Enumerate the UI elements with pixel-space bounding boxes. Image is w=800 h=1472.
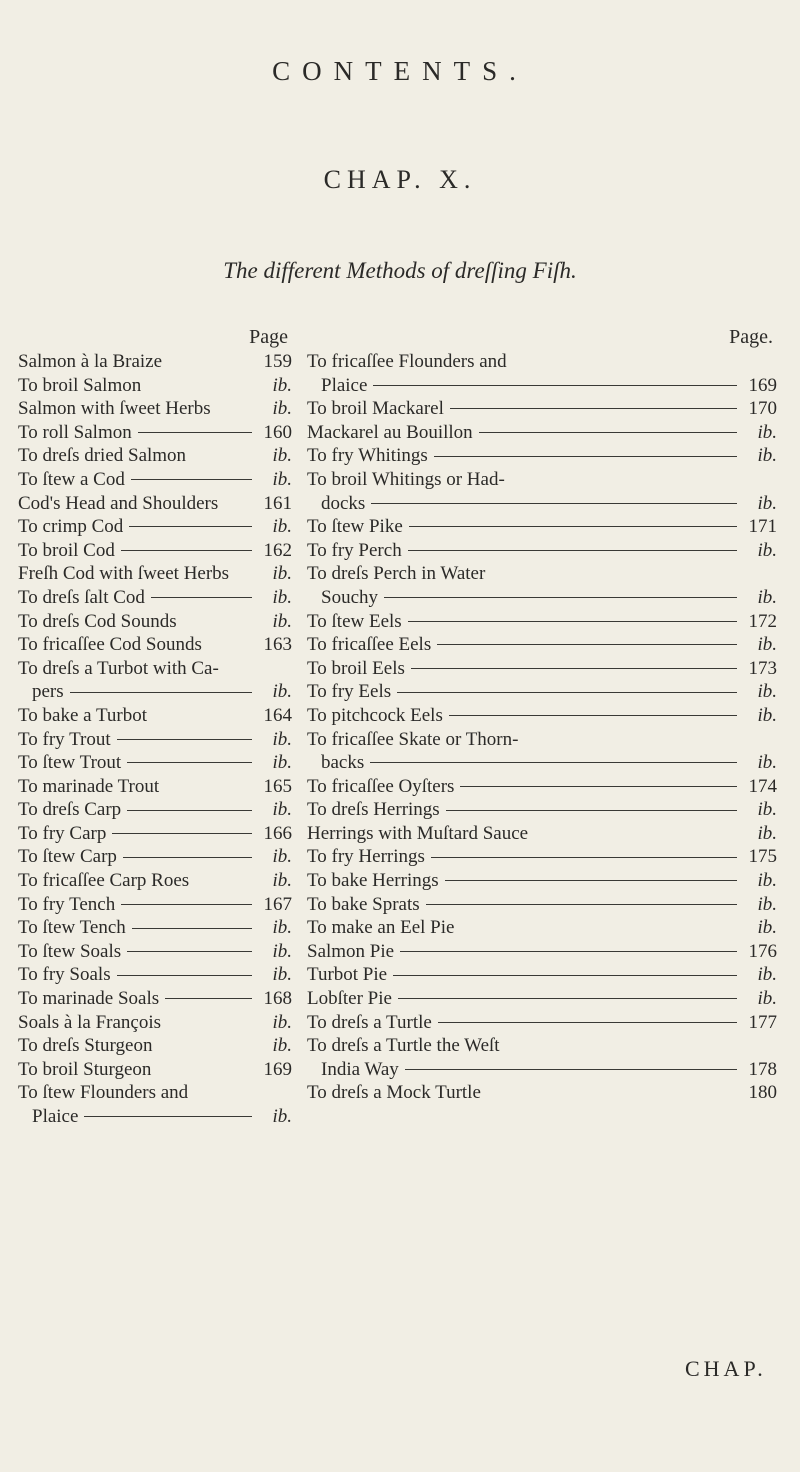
entry-title: To ſtew Pike bbox=[307, 516, 403, 538]
contents-entry bbox=[18, 492, 292, 516]
contents-entry bbox=[307, 444, 777, 468]
contents-entry bbox=[307, 987, 777, 1011]
page-number: 169 bbox=[263, 1058, 292, 1080]
contents-entry bbox=[307, 350, 777, 397]
page-number: 169 bbox=[748, 374, 777, 396]
entry-title: To fricaſſee Flounders and bbox=[307, 351, 507, 372]
contents-entry bbox=[18, 1081, 292, 1128]
entry-list-left bbox=[18, 350, 292, 1129]
page-number: 178 bbox=[748, 1058, 777, 1080]
contents-entry bbox=[307, 728, 777, 775]
entry-title: To bake Herrings bbox=[307, 870, 439, 892]
entry-title: Cod's Head and Shoulders bbox=[18, 492, 219, 514]
leader-dash bbox=[437, 644, 737, 645]
page-number: ib. bbox=[272, 468, 292, 490]
page-number: ib. bbox=[757, 893, 777, 915]
leader-dash bbox=[138, 432, 252, 433]
page-number: 180 bbox=[748, 1082, 777, 1104]
entry-title: Salmon Pie bbox=[307, 940, 395, 962]
entry-title: To pitchcock Eels bbox=[307, 704, 443, 726]
leader-dash bbox=[434, 456, 737, 457]
page-number: ib. bbox=[272, 917, 292, 939]
entry-title: Turbot Pie bbox=[307, 964, 388, 986]
page-number: ib. bbox=[757, 988, 777, 1010]
page-number: 163 bbox=[263, 634, 292, 656]
contents-entry bbox=[307, 916, 777, 940]
contents-entry bbox=[18, 1034, 292, 1058]
entry-title: Plaice bbox=[32, 1106, 79, 1127]
contents-entry bbox=[307, 468, 777, 515]
leader-dash bbox=[397, 692, 737, 693]
page-number: ib. bbox=[757, 917, 777, 939]
page-number: 175 bbox=[748, 846, 777, 868]
page-number: ib. bbox=[272, 374, 292, 396]
contents-entry bbox=[18, 963, 292, 987]
entry-title: To dreſs dried Salmon bbox=[18, 445, 187, 467]
leader-dash bbox=[70, 692, 252, 693]
contents-entry bbox=[307, 539, 777, 563]
leader-dash bbox=[450, 408, 737, 409]
entry-title: Souchy bbox=[321, 586, 378, 608]
page-number: ib. bbox=[757, 964, 777, 986]
contents-entry bbox=[18, 1058, 292, 1082]
leader-dash bbox=[131, 479, 252, 480]
page-number: ib. bbox=[272, 563, 292, 585]
entry-title: To broil Cod bbox=[18, 539, 115, 561]
entry-title: To fry Whitings bbox=[307, 445, 428, 467]
contents-entry bbox=[18, 421, 292, 445]
leader-dash bbox=[449, 715, 737, 716]
leader-dash bbox=[384, 597, 737, 598]
page-number: 160 bbox=[263, 421, 292, 443]
contents-entry bbox=[18, 893, 292, 917]
page-number: 172 bbox=[748, 610, 777, 632]
leader-dash bbox=[460, 786, 737, 787]
contents-entry bbox=[18, 397, 292, 421]
page-number: ib. bbox=[757, 822, 777, 844]
page-number: 159 bbox=[263, 351, 292, 372]
leader-dash bbox=[479, 432, 737, 433]
contents-entry bbox=[18, 869, 292, 893]
contents-entry bbox=[307, 657, 777, 681]
page-number: ib. bbox=[272, 1011, 292, 1033]
leader-dash bbox=[127, 762, 252, 763]
leader-dash bbox=[129, 526, 252, 527]
entry-title: Herrings with Muſtard Sauce bbox=[307, 822, 529, 844]
contents-entry bbox=[18, 468, 292, 492]
page-column-label: Page bbox=[249, 326, 288, 348]
page-number: ib. bbox=[757, 586, 777, 608]
contents-entry bbox=[307, 1011, 777, 1035]
entry-title: To ſtew Eels bbox=[307, 610, 402, 632]
contents-entry bbox=[307, 845, 777, 869]
page-number: ib. bbox=[272, 752, 292, 774]
leader-dash bbox=[393, 975, 737, 976]
leader-dash bbox=[132, 928, 252, 929]
contents-entry bbox=[307, 775, 777, 799]
leader-dash bbox=[398, 998, 737, 999]
entry-title: To dreſs a Turtle bbox=[307, 1011, 432, 1033]
contents-entry bbox=[18, 515, 292, 539]
leader-dash bbox=[408, 621, 737, 622]
page-number: ib. bbox=[757, 539, 777, 561]
contents-entry bbox=[307, 680, 777, 704]
leader-dash bbox=[409, 526, 737, 527]
contents-entry bbox=[18, 704, 292, 728]
page-number: ib. bbox=[272, 445, 292, 467]
page-number: ib. bbox=[272, 940, 292, 962]
page-column-label: Page. bbox=[729, 326, 773, 348]
leader-dash bbox=[400, 951, 737, 952]
contents-entry bbox=[18, 539, 292, 563]
entry-title: To dreſs a Turtle the Weſt bbox=[307, 1035, 500, 1057]
entry-title: To broil Mackarel bbox=[307, 398, 444, 420]
contents-entry bbox=[307, 893, 777, 917]
page-number: ib. bbox=[757, 870, 777, 892]
entry-title: To ſtew Soals bbox=[18, 940, 122, 962]
contents-entry bbox=[18, 798, 292, 822]
page-number: 168 bbox=[263, 988, 292, 1010]
chapter-subtitle: The different Methods of dreſſing Fiſh. bbox=[223, 258, 577, 283]
leader-dash bbox=[121, 550, 252, 551]
entry-title: To crimp Cod bbox=[18, 516, 124, 538]
contents-entry bbox=[307, 397, 777, 421]
entry-title: To ſtew Carp bbox=[18, 846, 117, 868]
entry-title: To dreſs Carp bbox=[18, 799, 122, 821]
entry-title: India Way bbox=[321, 1058, 399, 1080]
page-number: 166 bbox=[263, 822, 292, 844]
contents-entry bbox=[307, 515, 777, 539]
entry-title: Plaice bbox=[321, 374, 368, 396]
page-number: ib. bbox=[757, 634, 777, 656]
leader-dash bbox=[405, 1069, 737, 1070]
entry-title: To dreſs a Turbot with Ca- bbox=[18, 657, 219, 679]
contents-entry bbox=[18, 444, 292, 468]
entry-title: To dreſs Herrings bbox=[307, 799, 440, 821]
leader-dash bbox=[370, 762, 737, 763]
entry-title: To broil Sturgeon bbox=[18, 1058, 152, 1080]
contents-entry bbox=[307, 610, 777, 634]
contents-entry bbox=[18, 916, 292, 940]
page-number: 174 bbox=[748, 775, 777, 797]
entry-title: docks bbox=[321, 492, 366, 514]
leader-dash bbox=[438, 1022, 737, 1023]
page-number: 171 bbox=[748, 516, 777, 538]
contents-entry bbox=[18, 822, 292, 846]
contents-entry bbox=[18, 562, 292, 586]
entry-title: To dreſs a Mock Turtle bbox=[307, 1082, 481, 1104]
leader-dash bbox=[371, 503, 737, 504]
contents-entry bbox=[18, 987, 292, 1011]
page-number: ib. bbox=[272, 1106, 292, 1127]
contents-entry bbox=[307, 562, 777, 609]
contents-entry bbox=[18, 586, 292, 610]
entry-title: To fricaſſee Cod Sounds bbox=[18, 634, 202, 656]
entry-title: To make an Eel Pie bbox=[307, 917, 455, 939]
contents-entry bbox=[18, 633, 292, 657]
contents-entry bbox=[307, 963, 777, 987]
leader-dash bbox=[127, 951, 252, 952]
entry-title: Lobſter Pie bbox=[307, 988, 392, 1010]
page-number: 176 bbox=[748, 940, 777, 962]
entry-title: To fricaſſee Carp Roes bbox=[18, 870, 190, 892]
entry-title: To bake Sprats bbox=[307, 893, 420, 915]
entry-title: To fry Perch bbox=[307, 539, 402, 561]
entry-title: To fricaſſee Oyſters bbox=[307, 775, 455, 797]
page-number: 167 bbox=[263, 893, 292, 915]
page-number: ib. bbox=[272, 586, 292, 608]
contents-entry bbox=[307, 704, 777, 728]
contents-entry bbox=[307, 822, 777, 846]
contents-entry bbox=[18, 610, 292, 634]
leader-dash bbox=[431, 857, 737, 858]
leader-dash bbox=[123, 857, 252, 858]
entry-title: To dreſs Perch in Water bbox=[307, 563, 486, 585]
page-number: ib. bbox=[272, 870, 292, 892]
leader-dash bbox=[151, 597, 252, 598]
page-number: ib. bbox=[757, 492, 777, 514]
page-number: ib. bbox=[757, 421, 777, 443]
contents-entry bbox=[18, 657, 292, 704]
entry-title: Salmon à la Braize bbox=[18, 351, 163, 372]
leader-dash bbox=[445, 880, 737, 881]
leader-dash bbox=[121, 904, 252, 905]
page-number: ib. bbox=[272, 728, 292, 750]
entry-title: Mackarel au Bouillon bbox=[307, 421, 473, 443]
entry-title: backs bbox=[321, 752, 365, 774]
entry-title: To fricaſſee Eels bbox=[307, 634, 432, 656]
entry-title: To roll Salmon bbox=[18, 421, 132, 443]
contents-entry bbox=[307, 633, 777, 657]
page-number: ib. bbox=[272, 1035, 292, 1057]
entry-title: To ſtew Trout bbox=[18, 752, 122, 774]
contents-entry bbox=[307, 940, 777, 964]
page-number: 162 bbox=[263, 539, 292, 561]
page-number: 177 bbox=[748, 1011, 777, 1033]
page-number: ib. bbox=[272, 610, 292, 632]
entry-title: To ſtew Tench bbox=[18, 917, 126, 939]
page-number: ib. bbox=[272, 398, 292, 420]
page-number: ib. bbox=[272, 799, 292, 821]
page-number: ib. bbox=[757, 445, 777, 467]
leader-dash bbox=[117, 975, 252, 976]
contents-entry bbox=[307, 869, 777, 893]
entry-title: To dreſs Cod Sounds bbox=[18, 610, 177, 632]
entry-title: To broil Eels bbox=[307, 657, 405, 679]
page-number: 165 bbox=[263, 775, 292, 797]
chapter-heading: CHAP. X. bbox=[323, 165, 477, 194]
page-number: 173 bbox=[748, 657, 777, 679]
entry-title: To broil Whitings or Had- bbox=[307, 468, 505, 490]
page-number: ib. bbox=[272, 516, 292, 538]
contents-entry bbox=[307, 798, 777, 822]
entry-title: To ſtew a Cod bbox=[18, 468, 125, 490]
entry-title: To marinade Trout bbox=[18, 775, 160, 797]
page-number: ib. bbox=[757, 681, 777, 703]
contents-entry bbox=[18, 1011, 292, 1035]
contents-column-right bbox=[307, 326, 777, 1105]
leader-dash bbox=[127, 810, 252, 811]
page-header: CONTENTS. bbox=[272, 56, 528, 86]
leader-dash bbox=[446, 810, 737, 811]
contents-entry bbox=[307, 421, 777, 445]
contents-entry bbox=[18, 350, 292, 374]
page-number: 164 bbox=[263, 704, 292, 726]
contents-entry bbox=[307, 1081, 777, 1105]
catchword: CHAP. bbox=[685, 1356, 767, 1381]
entry-title: pers bbox=[32, 681, 64, 703]
entry-title: To fricaſſee Skate or Thorn- bbox=[307, 728, 519, 750]
contents-entry bbox=[18, 751, 292, 775]
entry-title: To fry Tench bbox=[18, 893, 116, 915]
leader-dash bbox=[112, 833, 252, 834]
leader-dash bbox=[408, 550, 737, 551]
entry-list-right bbox=[307, 350, 777, 1105]
page-number: ib. bbox=[757, 799, 777, 821]
page-number: 170 bbox=[748, 398, 777, 420]
entry-title: Salmon with ſweet Herbs bbox=[18, 398, 211, 420]
page-number: ib. bbox=[272, 681, 292, 703]
contents-entry bbox=[18, 940, 292, 964]
entry-title: To fry Eels bbox=[307, 681, 392, 703]
entry-title: Soals à la François bbox=[18, 1011, 162, 1033]
contents-entry bbox=[18, 775, 292, 799]
leader-dash bbox=[84, 1116, 252, 1117]
leader-dash bbox=[411, 668, 737, 669]
contents-entry bbox=[307, 1034, 777, 1081]
leader-dash bbox=[117, 739, 252, 740]
entry-title: To bake a Turbot bbox=[18, 704, 148, 726]
leader-dash bbox=[373, 385, 737, 386]
page-number: ib. bbox=[757, 752, 777, 774]
page-number: ib. bbox=[757, 704, 777, 726]
contents-entry bbox=[18, 374, 292, 398]
leader-dash bbox=[165, 998, 252, 999]
contents-entry bbox=[18, 845, 292, 869]
page-number: ib. bbox=[272, 846, 292, 868]
entry-title: To fry Trout bbox=[18, 728, 111, 750]
entry-title: To dreſs Sturgeon bbox=[18, 1035, 153, 1057]
entry-title: To fry Herrings bbox=[307, 846, 425, 868]
entry-title: To fry Carp bbox=[18, 822, 107, 844]
entry-title: To ſtew Flounders and bbox=[18, 1082, 189, 1104]
page-number: ib. bbox=[272, 964, 292, 986]
contents-column-left bbox=[18, 326, 292, 1129]
contents-entry bbox=[18, 728, 292, 752]
entry-title: To marinade Soals bbox=[18, 988, 160, 1010]
leader-dash bbox=[426, 904, 737, 905]
entry-title: To broil Salmon bbox=[18, 374, 142, 396]
entry-title: To dreſs ſalt Cod bbox=[18, 586, 145, 608]
entry-title: Freſh Cod with ſweet Herbs bbox=[18, 563, 230, 585]
entry-title: To fry Soals bbox=[18, 964, 111, 986]
page-number: 161 bbox=[263, 492, 292, 514]
